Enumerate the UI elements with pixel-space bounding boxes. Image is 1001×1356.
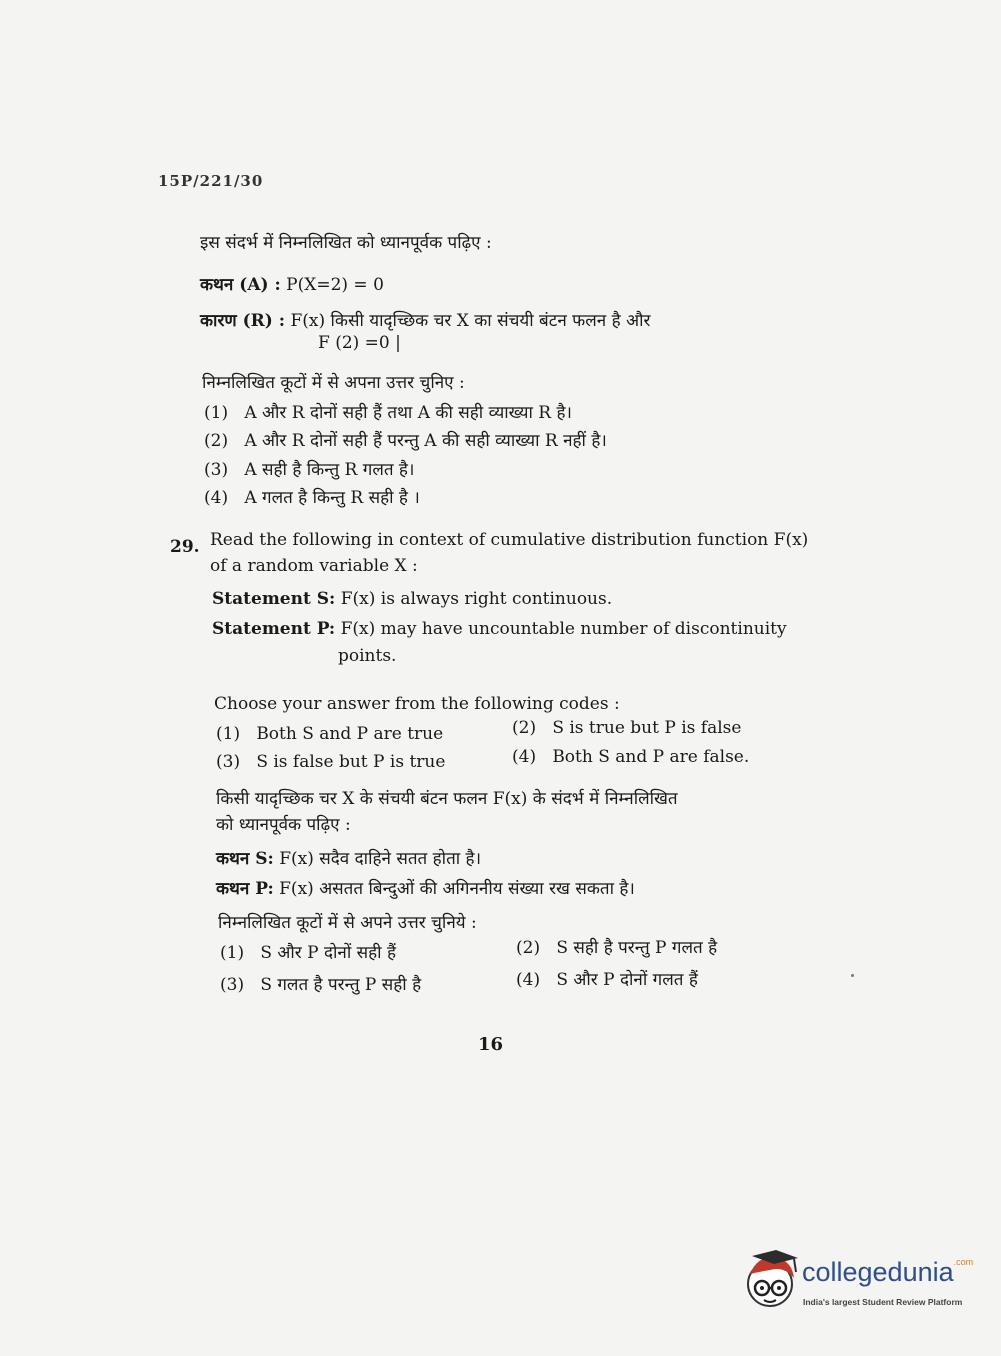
option-text: Both S and P are true bbox=[256, 724, 444, 744]
statement-s-text: F(x) is always right continuous. bbox=[340, 589, 613, 609]
option-number: (4) bbox=[204, 488, 229, 508]
brand-name: collegedunia bbox=[802, 1257, 954, 1287]
page-number: 16 bbox=[478, 1034, 504, 1055]
hindi-q28-option bbox=[204, 428, 607, 451]
q29-question-line1: Read the following in context of cumulative distribution function F(x) bbox=[210, 530, 809, 550]
q29-option bbox=[216, 724, 443, 744]
scan-speck bbox=[851, 974, 854, 977]
q29-question-line2: of a random variable X : bbox=[210, 556, 418, 576]
option-text: S is true but P is false bbox=[552, 718, 742, 738]
hindi-q28-intro: इस संदर्भ में निम्नलिखित को ध्यानपूर्वक पढ़िए : bbox=[200, 233, 492, 253]
statement-s-label: कथन S: bbox=[216, 849, 274, 869]
hindi-q29-option bbox=[220, 940, 396, 963]
hindi-q29-intro-line1: किसी यादृच्छिक चर X के संचयी बंटन फलन F(x) के संदर्भ में निम्नलिखित bbox=[216, 789, 678, 809]
reason-text: F(x) किसी यादृच्छिक चर X का संचयी बंटन फलन है और bbox=[290, 311, 651, 331]
option-number: (1) bbox=[204, 403, 229, 423]
question-number: 29. bbox=[170, 537, 200, 557]
hindi-q29-option bbox=[516, 935, 717, 958]
hindi-q29-intro-line2: को ध्यानपूर्वक पढ़िए : bbox=[216, 815, 351, 835]
reason-label: कारण (R) : bbox=[200, 311, 286, 331]
option-number: (4) bbox=[512, 747, 537, 767]
q29-statement-s bbox=[212, 589, 612, 609]
hindi-q29-choose: निम्नलिखित कूटों में से अपने उत्तर चुनिये : bbox=[218, 913, 477, 933]
option-text: A और R दोनों सही हैं परन्तु A की सही व्याख्या R नहीं है। bbox=[244, 431, 607, 451]
hindi-q29-option bbox=[516, 967, 698, 990]
option-number: (1) bbox=[220, 943, 245, 963]
statement-s-text: F(x) सदैव दाहिने सतत होता है। bbox=[279, 849, 482, 869]
assertion-text: P(X=2) = 0 bbox=[286, 275, 384, 295]
hindi-q28-choose: निम्नलिखित कूटों में से अपना उत्तर चुनिए : bbox=[202, 373, 465, 393]
option-text: S सही है परन्तु P गलत है bbox=[556, 938, 718, 958]
paper-code: 15P/221/30 bbox=[158, 172, 264, 190]
q29-choose: Choose your answer from the following codes : bbox=[214, 694, 620, 714]
option-text: A गलत है किन्तु R सही है । bbox=[244, 488, 420, 508]
q29-statement-p bbox=[212, 619, 787, 639]
option-text: S और P दोनों सही हैं bbox=[260, 943, 396, 963]
watermark-brand bbox=[802, 1257, 973, 1288]
hindi-q29-statement-p bbox=[216, 876, 635, 899]
brand-suffix: .com bbox=[953, 1257, 974, 1267]
hindi-q28-reason bbox=[200, 308, 650, 331]
statement-p-text: F(x) असतत बिन्दुओं की अगिननीय संख्या रख सकता है। bbox=[279, 879, 635, 899]
watermark-tagline: India's largest Student Review Platform bbox=[803, 1297, 963, 1307]
option-text: S गलत है परन्तु P सही है bbox=[260, 975, 422, 995]
hindi-q28-option bbox=[204, 400, 572, 423]
hindi-q28-option bbox=[204, 457, 414, 480]
option-number: (4) bbox=[516, 970, 541, 990]
collegedunia-mascot-icon bbox=[742, 1250, 800, 1310]
option-number: (3) bbox=[204, 460, 229, 480]
assertion-label: कथन (A) : bbox=[200, 275, 281, 295]
option-text: A सही है किन्तु R गलत है। bbox=[244, 460, 415, 480]
q29-option bbox=[512, 718, 741, 738]
option-text: A और R दोनों सही हैं तथा A की सही व्याख्या R है। bbox=[244, 403, 572, 423]
option-number: (1) bbox=[216, 724, 241, 744]
hindi-q28-option bbox=[204, 485, 420, 508]
statement-p-text: F(x) may have uncountable number of discontinuity bbox=[340, 619, 787, 639]
option-number: (2) bbox=[204, 431, 229, 451]
q29-statement-p-cont: points. bbox=[338, 646, 397, 666]
option-number: (3) bbox=[220, 975, 245, 995]
hindi-q29-option bbox=[220, 972, 421, 995]
option-number: (3) bbox=[216, 752, 241, 772]
q29-option bbox=[512, 747, 749, 767]
hindi-q29-statement-s bbox=[216, 846, 481, 869]
option-text: S और P दोनों गलत हैं bbox=[556, 970, 698, 990]
hindi-q28-reason-cont: F (2) =0 | bbox=[318, 333, 401, 353]
q29-option bbox=[216, 752, 445, 772]
option-text: S is false but P is true bbox=[256, 752, 446, 772]
statement-p-label: कथन P: bbox=[216, 879, 274, 899]
statement-s-label: Statement S: bbox=[212, 589, 336, 609]
option-number: (2) bbox=[516, 938, 541, 958]
statement-p-label: Statement P: bbox=[212, 619, 336, 639]
option-text: Both S and P are false. bbox=[552, 747, 750, 767]
option-number: (2) bbox=[512, 718, 537, 738]
hindi-q28-assertion bbox=[200, 272, 384, 295]
